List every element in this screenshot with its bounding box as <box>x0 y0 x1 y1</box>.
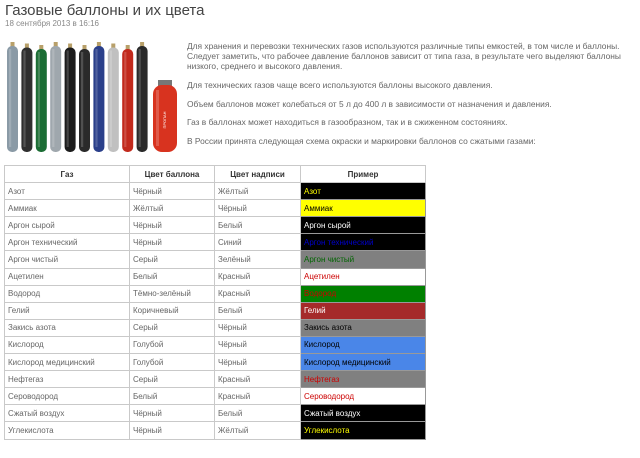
label-color-cell: Белый <box>215 217 301 234</box>
table-row <box>5 200 426 217</box>
cylinder-color-cell: Чёрный <box>130 217 215 234</box>
gas-name-cell: Гелий <box>5 302 130 319</box>
cylinder-color-cell: Белый <box>130 388 215 405</box>
gas-name-cell: Сжатый воздух <box>5 405 130 422</box>
post-date: 18 сентября 2013 в 16:16 <box>5 19 99 28</box>
cylinder-color-cell: Голубой <box>130 336 215 353</box>
column-header-example: Пример <box>301 166 426 183</box>
gas-cylinder <box>108 44 119 153</box>
gas-name-cell: Аммиак <box>5 200 130 217</box>
gas-cylinder <box>36 45 47 152</box>
gas-cylinder <box>50 42 61 152</box>
cylinder-color-cell: Коричневый <box>130 302 215 319</box>
gas-name-cell: Сероводород <box>5 388 130 405</box>
example-cell: Водород <box>301 285 426 302</box>
gas-name-cell: Водород <box>5 285 130 302</box>
intro-paragraph: В России принята следующая схема окраски и маркировки баллонов со сжатыми газами: <box>187 135 536 146</box>
gas-name-cell: Аргон сырой <box>5 217 130 234</box>
intro-paragraph: Для технических газов чаще всего используются баллоны высокого давления. <box>187 80 493 90</box>
example-cell: Кислород медицинский <box>301 354 426 371</box>
cylinder-color-cell: Серый <box>130 319 215 336</box>
gas-cylinder <box>65 44 76 153</box>
cylinder-color-cell: Серый <box>130 371 215 388</box>
label-color-cell: Чёрный <box>215 354 301 371</box>
cylinder-color-cell: Жёлтый <box>130 200 215 217</box>
propane-label: ПРОПАН <box>162 111 167 129</box>
label-color-cell: Чёрный <box>215 319 301 336</box>
label-color-cell: Белый <box>215 405 301 422</box>
column-header-gas: Газ <box>5 166 130 183</box>
table-row <box>5 336 426 353</box>
gas-color-table <box>4 165 426 440</box>
table-row <box>5 371 426 388</box>
gas-cylinder <box>79 45 90 152</box>
gas-name-cell: Нефтегаз <box>5 371 130 388</box>
cylinders-photo <box>5 40 181 160</box>
intro-paragraph: Для хранения и перевозки технических газов используются различные типы емкостей, в том числе и баллоны. Следует заметить, что рабочее давление баллонов зависит от типа газа, в результате чего выделяют баллоны низкого, среднего и высокого давления. <box>187 41 621 72</box>
table-row <box>5 354 426 371</box>
table-row <box>5 251 426 268</box>
gas-cylinder <box>93 42 104 152</box>
intro-text <box>187 41 632 154</box>
label-color-cell: Красный <box>215 371 301 388</box>
column-header-cylinder-color: Цвет баллона <box>130 166 215 183</box>
gas-name-cell: Закись азота <box>5 319 130 336</box>
gas-name-cell: Аргон чистый <box>5 251 130 268</box>
label-color-cell: Белый <box>215 302 301 319</box>
table-row <box>5 183 426 200</box>
label-color-cell: Жёлтый <box>215 183 301 200</box>
example-cell: Сероводород <box>301 388 426 405</box>
cylinder-color-cell: Голубой <box>130 354 215 371</box>
cylinder-color-cell: Чёрный <box>130 183 215 200</box>
label-color-cell: Чёрный <box>215 336 301 353</box>
example-cell: Аргон чистый <box>301 251 426 268</box>
gas-cylinder <box>21 44 32 153</box>
table-row <box>5 285 426 302</box>
table-row <box>5 422 426 439</box>
label-color-cell: Красный <box>215 285 301 302</box>
example-cell: Азот <box>301 183 426 200</box>
label-color-cell: Зелёный <box>215 251 301 268</box>
table-row <box>5 234 426 251</box>
gas-name-cell: Кислород медицинский <box>5 354 130 371</box>
example-cell: Ацетилен <box>301 268 426 285</box>
example-cell: Закись азота <box>301 319 426 336</box>
intro-paragraph: Газ в баллонах может находиться в газообразном, так и в сжиженном состояниях. <box>187 117 508 128</box>
label-color-cell: Синий <box>215 234 301 251</box>
page-title: Газовые баллоны и их цвета <box>5 2 205 19</box>
table-header-row <box>5 166 426 183</box>
propane-cylinder <box>153 80 177 152</box>
example-cell: Аргон технический <box>301 234 426 251</box>
example-cell: Аммиак <box>301 200 426 217</box>
gas-name-cell: Аргон технический <box>5 234 130 251</box>
column-header-label-color: Цвет надписи <box>215 166 301 183</box>
gas-name-cell: Азот <box>5 183 130 200</box>
intro-paragraph: Объем баллонов может колебаться от 5 л до 400 л в зависимости от назначения и давления. <box>187 98 552 109</box>
cylinder-color-cell: Тёмно-зелёный <box>130 285 215 302</box>
gas-cylinder <box>137 42 148 152</box>
gas-cylinder <box>7 42 18 152</box>
example-cell: Гелий <box>301 302 426 319</box>
gas-name-cell: Ацетилен <box>5 268 130 285</box>
table-row <box>5 405 426 422</box>
cylinder-color-cell: Чёрный <box>130 405 215 422</box>
table-row <box>5 302 426 319</box>
table-row <box>5 319 426 336</box>
cylinder-color-cell: Чёрный <box>130 234 215 251</box>
gas-name-cell: Углекислота <box>5 422 130 439</box>
example-cell: Аргон сырой <box>301 217 426 234</box>
cylinder-color-cell: Чёрный <box>130 422 215 439</box>
table-row <box>5 388 426 405</box>
label-color-cell: Чёрный <box>215 200 301 217</box>
example-cell: Кислород <box>301 336 426 353</box>
label-color-cell: Красный <box>215 268 301 285</box>
example-cell: Углекислота <box>301 422 426 439</box>
cylinder-color-cell: Серый <box>130 251 215 268</box>
cylinder-color-cell: Белый <box>130 268 215 285</box>
gas-name-cell: Кислород <box>5 336 130 353</box>
table-row <box>5 217 426 234</box>
example-cell: Нефтегаз <box>301 371 426 388</box>
table-row <box>5 268 426 285</box>
gas-cylinder <box>122 45 133 152</box>
example-cell: Сжатый воздух <box>301 405 426 422</box>
label-color-cell: Жёлтый <box>215 422 301 439</box>
label-color-cell: Красный <box>215 388 301 405</box>
